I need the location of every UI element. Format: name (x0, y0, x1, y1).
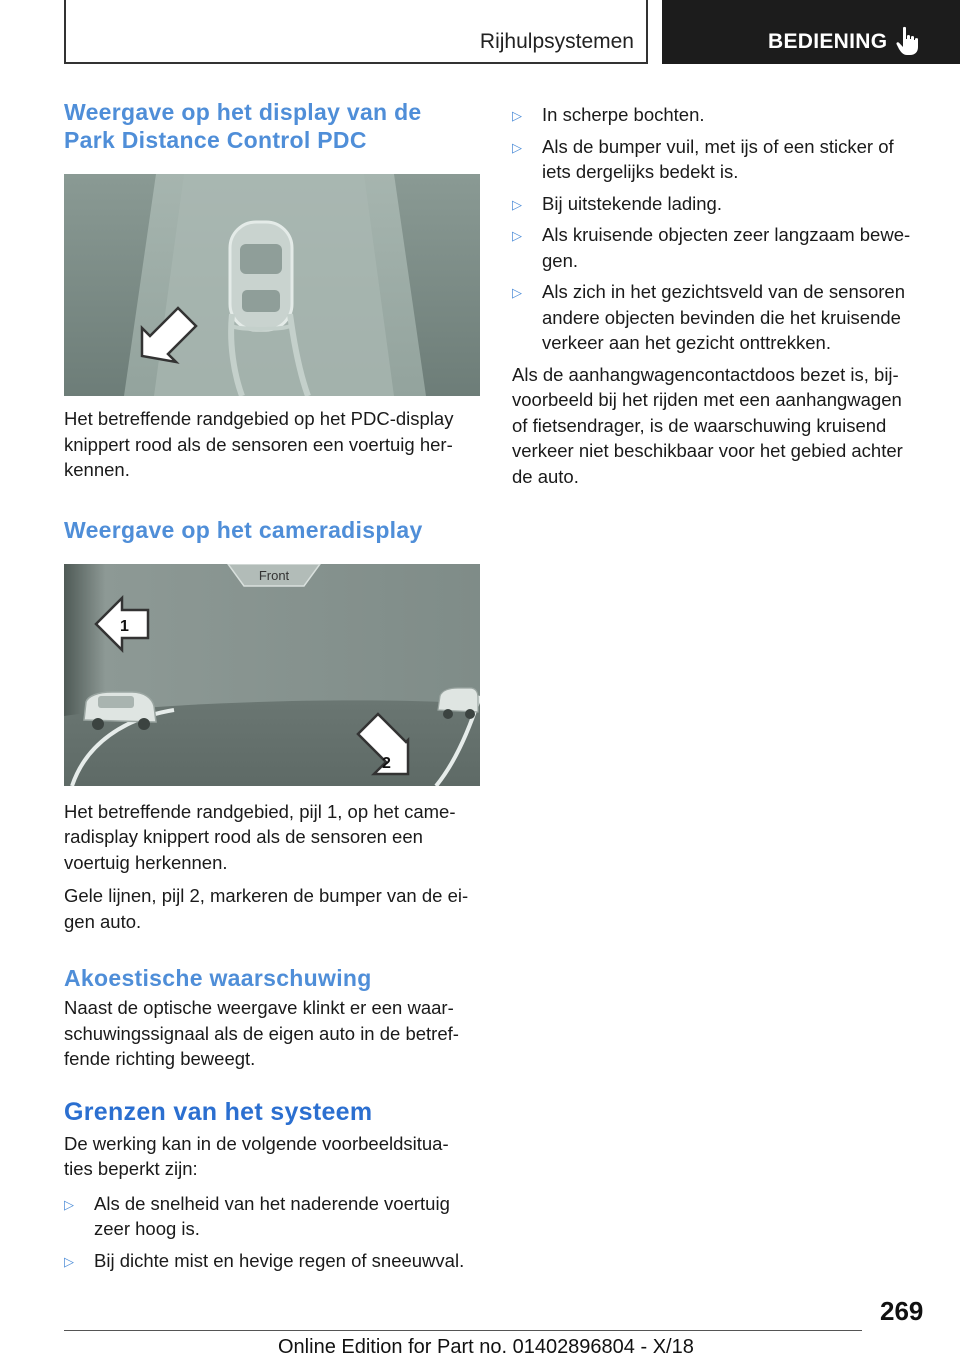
header-chapter-title: BEDIENING (768, 30, 888, 53)
paragraph-limits: De werking kan in de volgende voorbeeldsitua-ties beperkt zijn: (64, 1132, 449, 1179)
list-item: ▷ Bij dichte mist en hevige regen of sneeuwval. (64, 1248, 476, 1274)
camera-marker-1: 1 (120, 617, 129, 635)
left-column (64, 98, 482, 1279)
heading-pdc-display: Weergave op het display van de Park Distance Control PDC (64, 99, 422, 153)
paragraph-pdc: Het betreffende randgebied op het PDC-display knippert rood als de sensoren een voertuig her-kennen. (64, 408, 454, 480)
limits-list-right (512, 102, 922, 356)
paragraph-trailer: Als de aanhangwagencontactdoos bezet is, bij-voorbeeld bij het rijden met een aanhangwagen of fietsendrager, is de waarschuwing kruisend verkeer niet beschikbaar voor het gebied achter de auto. (512, 363, 903, 487)
pointing-hand-icon (896, 26, 920, 56)
camera-marker-2: 2 (382, 754, 391, 772)
list-item: ▷ Bij uitstekende lading. (512, 191, 922, 217)
page-number: 269 (880, 1296, 924, 1326)
triangle-bullet-icon: ▷ (512, 228, 522, 243)
heading-system-limits: Grenzen van het systeem (64, 1097, 373, 1126)
paragraph-camera-1: Het betreffende randgebied, pijl 1, op het came-radisplay knippert rood als de sensoren een voertuig herkennen. (64, 800, 456, 873)
triangle-bullet-icon: ▷ (64, 1253, 74, 1269)
triangle-bullet-icon: ▷ (512, 139, 522, 155)
triangle-bullet-icon: ▷ (512, 196, 522, 212)
pdc-display-image (64, 174, 480, 396)
header-section-title: Rijhulpsystemen (479, 30, 634, 53)
footer-divider (64, 1330, 862, 1331)
triangle-bullet-icon: ▷ (512, 108, 522, 123)
list-item: ▷ Als kruisende objecten zeer langzaam bewe-gen. (512, 224, 911, 271)
list-item: ▷ Als zich in het gezichtsveld van de sensoren andere objecten bevinden die het kruisende verkeer aan het gezicht onttrekken. (512, 281, 906, 353)
camera-display-image (64, 564, 480, 786)
footer-edition: Online Edition for Part no. 01402896804 - X/18 (278, 1336, 694, 1358)
list-item: ▷ Als de snelheid van het naderende voertuig zeer hoog is. (64, 1192, 450, 1239)
heading-camera-display: Weergave op het cameradisplay (64, 516, 423, 543)
header-section-tab (64, 0, 648, 64)
camera-front-label: Front (258, 567, 290, 583)
list-item: ▷ Als de bumper vuil, met ijs of een sticker of iets dergelijks bedekt is. (512, 135, 894, 182)
triangle-bullet-icon: ▷ (512, 285, 522, 300)
paragraph-camera-2: Gele lijnen, pijl 2, markeren de bumper van de ei-gen auto. (64, 885, 469, 932)
list-item: ▷ In scherpe bochten. (512, 102, 922, 128)
heading-acoustic-warning: Akoestische waarschuwing (64, 965, 372, 991)
right-column (512, 102, 922, 489)
triangle-bullet-icon: ▷ (64, 1196, 74, 1212)
limits-list-left (64, 1191, 476, 1274)
paragraph-acoustic: Naast de optische weergave klinkt er een waar-schuwingssignaal als de eigen auto in de betref-fende richting beweegt. (64, 997, 459, 1069)
